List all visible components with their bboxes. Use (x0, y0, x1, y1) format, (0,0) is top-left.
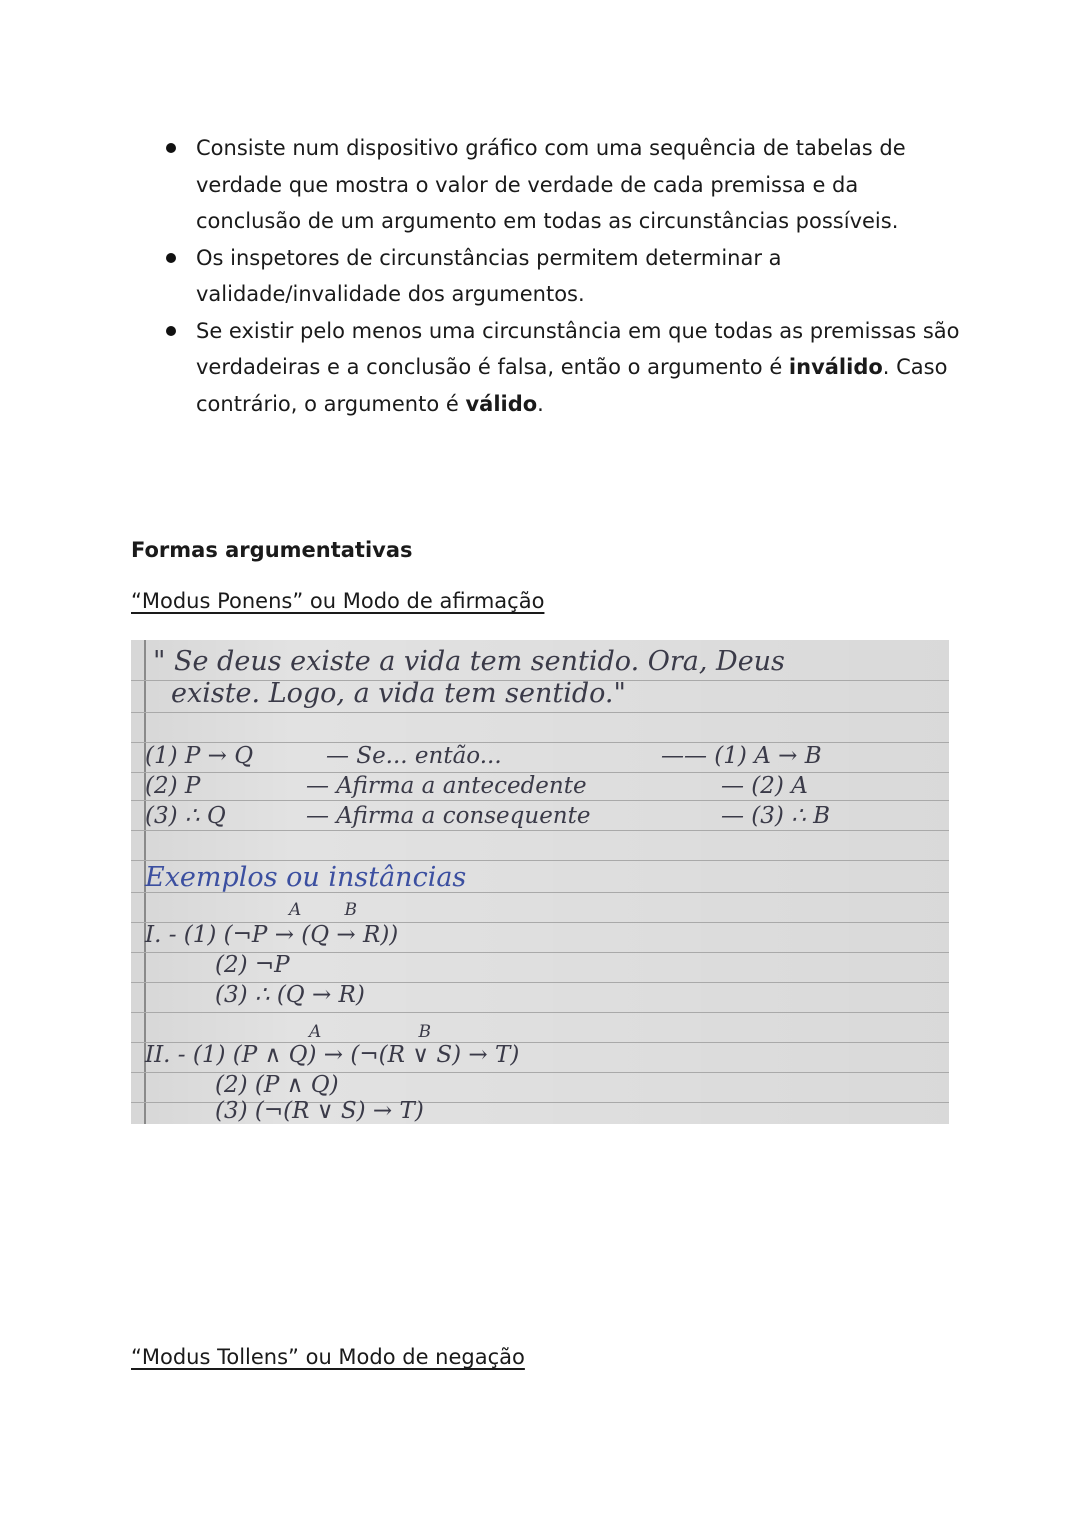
example1-line2: (2) ¬P (215, 952, 290, 978)
form-left-1: (1) P → Q (145, 743, 254, 769)
bullet-item (160, 313, 960, 423)
example1-line3: (3) ∴ (Q → R) (215, 982, 365, 1008)
bullet-icon (166, 253, 176, 263)
modus-tollens-title: “Modus Tollens” ou Modo de negação (131, 1345, 525, 1369)
form-middle-3: — Afirma a consequente (306, 803, 591, 829)
form-middle-2: — Afirma a antecedente (306, 773, 587, 799)
examples-heading: Exemplos ou instâncias (145, 862, 467, 893)
example2-line2: (2) (P ∧ Q) (215, 1072, 339, 1098)
form-right-2: — (2) A (721, 773, 808, 799)
bullet-icon (166, 326, 176, 336)
bold-valid: válido (465, 391, 538, 416)
form-left-3: (3) ∴ Q (145, 803, 226, 829)
form-left-2: (2) P (145, 773, 201, 799)
form-middle-1: — Se... então... (326, 743, 502, 769)
modus-ponens-title: “Modus Ponens” ou Modo de afirmação (131, 589, 545, 613)
bullet-icon (166, 143, 176, 153)
example1-line1: I. - (1) (¬P → (Q → R)) (145, 922, 399, 948)
form-right-1: —— (1) A → B (661, 743, 822, 769)
form-right-3: — (3) ∴ B (721, 803, 831, 829)
note-line-2: existe. Logo, a vida tem sentido." (171, 678, 626, 709)
bullet-item (160, 240, 960, 313)
bullet-list (160, 130, 960, 422)
handwritten-notes-photo (131, 640, 949, 1124)
note-line-1: " Se deus existe a vida tem sentido. Ora, Deus (153, 646, 785, 677)
bullet-text: Os inspetores de circunstâncias permitem determinar a validade/invalidade dos argumentos. (196, 245, 782, 306)
example2-line1: II. - (1) (P ∧ Q) → (¬(R ∨ S) → T) (145, 1042, 520, 1068)
example2-marks: A B (309, 1022, 432, 1042)
bullet-text: Consiste num dispositivo gráfico com uma sequência de tabelas de verdade que mostra o valor de verdade de cada premissa e da conclusão de um argumento em todas as circunstâncias possíveis. (196, 136, 906, 233)
section-heading: Formas argumentativas (131, 538, 413, 562)
example1-marks: A B (289, 900, 357, 920)
example2-line3: (3) (¬(R ∨ S) → T) (215, 1098, 424, 1124)
bullet-text: Se existir pelo menos uma circunstância em que todas as premissas são verdadeiras e a conclusão é falsa, então o argumento é inválido. Caso contrário, o argumento é válido. (196, 318, 960, 416)
bullet-item (160, 130, 960, 240)
bold-invalid: inválido (788, 355, 883, 379)
